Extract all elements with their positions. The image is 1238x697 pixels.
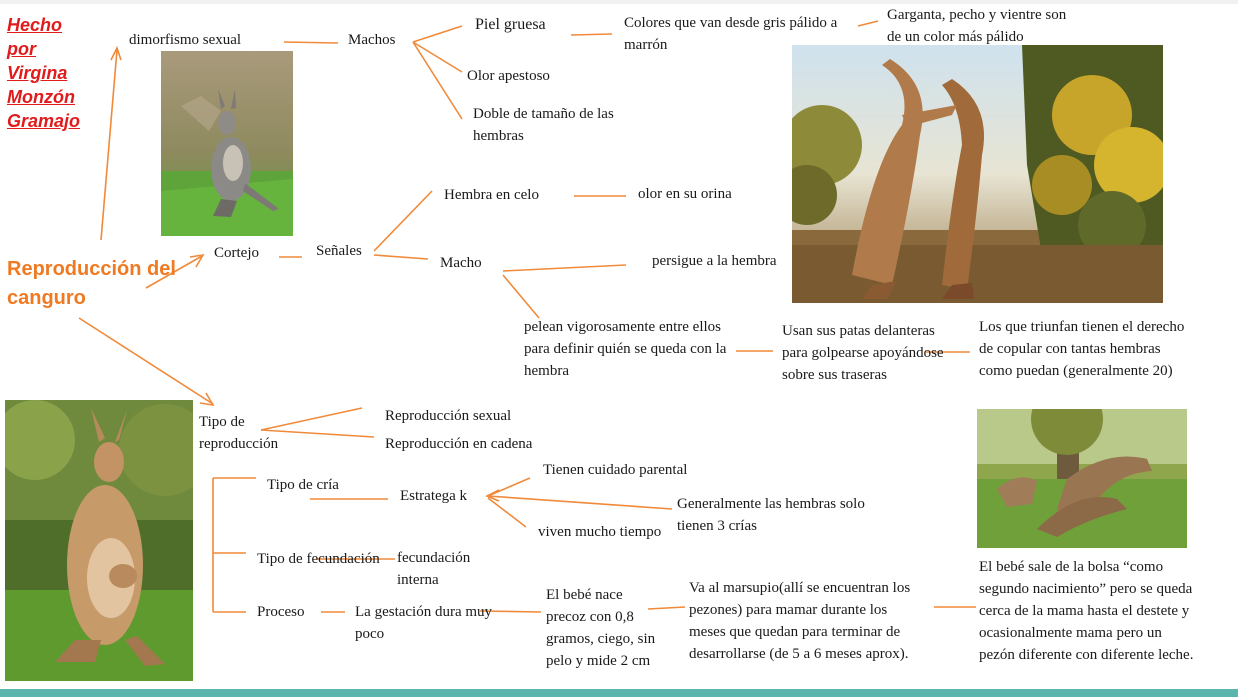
node-doble-line: Doble de tamaño de las bbox=[473, 106, 614, 122]
node-olor-apestoso: Olor apestoso bbox=[467, 68, 550, 84]
node-viven: viven mucho tiempo bbox=[538, 524, 662, 540]
node-crias-line: tienen 3 crías bbox=[677, 518, 757, 534]
node-gestacion-line: La gestación dura muy bbox=[355, 604, 493, 620]
node-persigue: persigue a la hembra bbox=[652, 253, 777, 269]
node-bebe-nace-line: El bebé nace bbox=[546, 587, 623, 603]
node-bebe-sale bbox=[979, 556, 1193, 666]
node-pelean-line: pelean vigorosamente entre ellos bbox=[524, 319, 722, 335]
node-fecundacion-interna-line: interna bbox=[397, 572, 439, 588]
node-crias-line: Generalmente las hembras solo bbox=[677, 496, 865, 512]
node-rep-cadena: Reproducción en cadena bbox=[385, 436, 533, 452]
node-macho: Macho bbox=[440, 255, 482, 271]
node-garganta-line: de un color más pálido bbox=[887, 29, 1024, 45]
node-estrategia: Estratega k bbox=[400, 488, 468, 504]
node-marsupio-line: meses que quedan para terminar de bbox=[689, 624, 901, 640]
node-machos: Machos bbox=[348, 32, 396, 48]
node-cortejo: Cortejo bbox=[214, 245, 259, 261]
author-credit bbox=[7, 13, 80, 133]
node-patas bbox=[782, 320, 944, 386]
node-triunfan-line: de copular con tantas hembras bbox=[979, 341, 1161, 357]
node-marsupio bbox=[689, 577, 910, 665]
node-crias bbox=[677, 493, 865, 537]
main-title bbox=[7, 255, 176, 313]
node-pelean-line: para definir quién se queda con la bbox=[524, 341, 727, 357]
kangaroos-hopping-photo bbox=[977, 409, 1187, 548]
node-proceso: Proceso bbox=[257, 604, 305, 620]
node-patas-line: sobre sus traseras bbox=[782, 367, 887, 383]
author-line: Monzón bbox=[7, 87, 75, 107]
node-colores-line: Colores que van desde gris pálido a bbox=[624, 15, 838, 31]
author-line: Gramajo bbox=[7, 111, 81, 131]
node-hembra-celo: Hembra en celo bbox=[444, 187, 539, 203]
node-patas-line: para golpearse apoyándose bbox=[782, 345, 944, 361]
node-triunfan-line: Los que triunfan tienen el derecho bbox=[979, 319, 1185, 335]
kangaroos-fighting-photo bbox=[792, 45, 1163, 303]
node-tipo-reproduccion-line: reproducción bbox=[199, 436, 279, 452]
node-bebe-sale-line: segundo nacimiento” pero se queda bbox=[979, 581, 1193, 597]
node-bebe-nace bbox=[546, 584, 655, 672]
node-bebe-sale-line: El bebé sale de la bolsa “como bbox=[979, 559, 1164, 575]
node-garganta bbox=[887, 4, 1066, 48]
node-colores-line: marrón bbox=[624, 37, 668, 53]
node-gestacion-line: poco bbox=[355, 626, 385, 642]
node-dimorfismo: dimorfismo sexual bbox=[129, 32, 242, 48]
node-bebe-sale-line: pezón diferente con diferente leche. bbox=[979, 647, 1194, 663]
node-triunfan bbox=[979, 316, 1184, 382]
main-title-line: Reproducción del bbox=[7, 258, 176, 280]
bottom-bar bbox=[0, 689, 1238, 697]
node-rep-sexual: Reproducción sexual bbox=[385, 408, 512, 424]
node-piel: Piel gruesa bbox=[475, 16, 546, 33]
node-tipo-reproduccion bbox=[199, 411, 278, 455]
node-triunfan-line: como puedan (generalmente 20) bbox=[979, 363, 1173, 379]
main-title-line: canguro bbox=[7, 287, 86, 309]
node-pelean bbox=[524, 316, 726, 382]
author-line: Virgina bbox=[7, 63, 68, 83]
node-marsupio-line: desarrollarse (de 5 a 6 meses aprox). bbox=[689, 646, 909, 662]
node-doble bbox=[473, 103, 614, 147]
node-senales: Señales bbox=[316, 243, 362, 259]
author-line: por bbox=[7, 39, 36, 59]
node-gestacion bbox=[355, 601, 492, 645]
node-fecundacion-interna-line: fecundación bbox=[397, 550, 471, 566]
node-bebe-nace-line: gramos, ciego, sin bbox=[546, 631, 656, 647]
node-bebe-sale-line: cerca de la mama hasta el destete y bbox=[979, 603, 1190, 619]
node-tipo-reproduccion-line: Tipo de bbox=[199, 414, 245, 430]
node-patas-line: Usan sus patas delanteras bbox=[782, 323, 935, 339]
node-marsupio-line: Va al marsupio(allí se encuentran los bbox=[689, 580, 911, 596]
node-garganta-line: Garganta, pecho y vientre son bbox=[887, 7, 1067, 23]
node-tipo-fecundacion: Tipo de fecundación bbox=[257, 551, 380, 567]
kangaroo-standing-photo bbox=[161, 51, 293, 236]
node-fecundacion-interna bbox=[397, 547, 470, 591]
node-tipo-cria: Tipo de cría bbox=[267, 477, 339, 493]
node-colores bbox=[624, 12, 837, 56]
node-marsupio-line: pezones) para mamar durante los bbox=[689, 602, 888, 618]
kangaroo-joey-photo bbox=[5, 400, 193, 681]
author-line: Hecho bbox=[7, 15, 63, 35]
node-cuidado: Tienen cuidado parental bbox=[543, 462, 688, 478]
node-olor-orina: olor en su orina bbox=[638, 186, 732, 202]
node-bebe-sale-line: ocasionalmente mama pero un bbox=[979, 625, 1162, 641]
node-bebe-nace-line: precoz con 0,8 bbox=[546, 609, 634, 625]
node-doble-line: hembras bbox=[473, 128, 524, 144]
node-pelean-line: hembra bbox=[524, 363, 569, 379]
node-bebe-nace-line: pelo y mide 2 cm bbox=[546, 653, 651, 669]
